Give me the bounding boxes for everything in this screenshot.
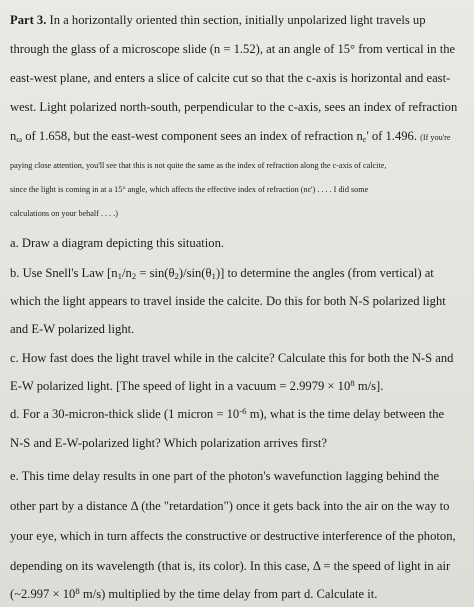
intro-line-2: through the glass of a microscope slide (n = 1.52), at an angle of 15° from vertical in the: [10, 42, 456, 56]
part-e-line-5: [10, 587, 377, 602]
intro-line-4: west. Light polarized north-south, perpendicular to the c-axis, sees an index of refraction: [10, 100, 458, 114]
intro-line-1: [10, 13, 426, 28]
exponent: 8: [350, 378, 355, 389]
snell-text: = sin(θ: [136, 266, 175, 280]
subscript: 2: [131, 271, 137, 282]
snell-text: /n: [121, 266, 132, 280]
speed-text: m/s].: [354, 379, 384, 393]
subscript: 1: [117, 271, 122, 282]
intro-line-3: east-west plane, and enters a slice of calcite cut so that the c-axis is horizontal and east-: [10, 71, 451, 85]
note-line-1: paying close attention, you'll see that this is not quite the same as the index of refraction along the c-axis of calcite,: [10, 161, 387, 170]
epsilon-subscript: ε: [362, 134, 367, 145]
part-e-line-4: depending on its wavelength (that is, its color). In this case, Δ = the speed of light in air: [10, 559, 451, 573]
exponent: -6: [239, 406, 247, 417]
exponent: 8: [75, 586, 80, 597]
part-b-line-3: and E-W polarized light.: [10, 322, 135, 336]
retardation-text: m/s) multiplied by the time delay from part d. Calculate it.: [79, 587, 378, 601]
snell-text: )] to determine the angles (from vertical) at: [215, 266, 434, 280]
part-e-line-1: e. This time delay results in one part of the photon's wavefunction lagging behind the: [10, 469, 440, 483]
part-a: a. Draw a diagram depicting this situation.: [10, 236, 225, 250]
part-b-line-1: [10, 266, 434, 281]
retardation-text: (~2.997 × 10: [10, 587, 76, 601]
speed-text: E-W polarized light. [The speed of light in a vacuum = 2.9979 × 10: [10, 379, 351, 393]
omega-subscript: ω: [16, 134, 23, 145]
part-e-line-3: your eye, which in turn affects the constructive or destructive interference of the photon,: [10, 529, 456, 543]
note-line-2: since the light is coming in at a 15° angle, which affects the effective index of refraction (nε') . . . . I did some: [10, 185, 369, 194]
note-inline: (If you're: [420, 133, 451, 142]
index-text: of 1.658, but the east-west component sees an index of refraction n: [22, 129, 363, 143]
micron-text: d. For a 30-micron-thick slide (1 micron = 10: [10, 407, 240, 421]
micron-text: m), what is the time delay between the: [246, 407, 445, 421]
part-c-line-2: [10, 379, 383, 394]
n-omega-symbol: n: [10, 129, 17, 143]
part-c-line-1: c. How fast does the light travel while in the calcite? Calculate this for both the N-S and: [10, 351, 454, 365]
part-heading: Part 3.: [10, 13, 47, 27]
part-d-line-1: [10, 407, 444, 422]
part-e-line-2: other part by a distance Δ (the "retardation") once it gets back into the air on the way to: [10, 499, 450, 513]
snell-text: )/sin(θ: [178, 266, 212, 280]
subscript: 1: [211, 271, 216, 282]
snell-text: b. Use Snell's Law [n: [10, 266, 118, 280]
subscript: 2: [174, 271, 179, 282]
part-b-line-2: which the light appears to travel inside the calcite. Do this for both N-S polarized light: [10, 294, 446, 308]
intro-text: In a horizontally oriented thin section, initially unpolarized light travels up: [49, 13, 426, 27]
part-d-line-2: N-S and E-W-polarized light? Which polarization arrives first?: [10, 436, 327, 450]
index-text-end: ' of 1.496.: [366, 129, 417, 143]
index-line: [10, 129, 451, 144]
note-line-3: calculations on your behalf . . . .): [10, 209, 118, 218]
